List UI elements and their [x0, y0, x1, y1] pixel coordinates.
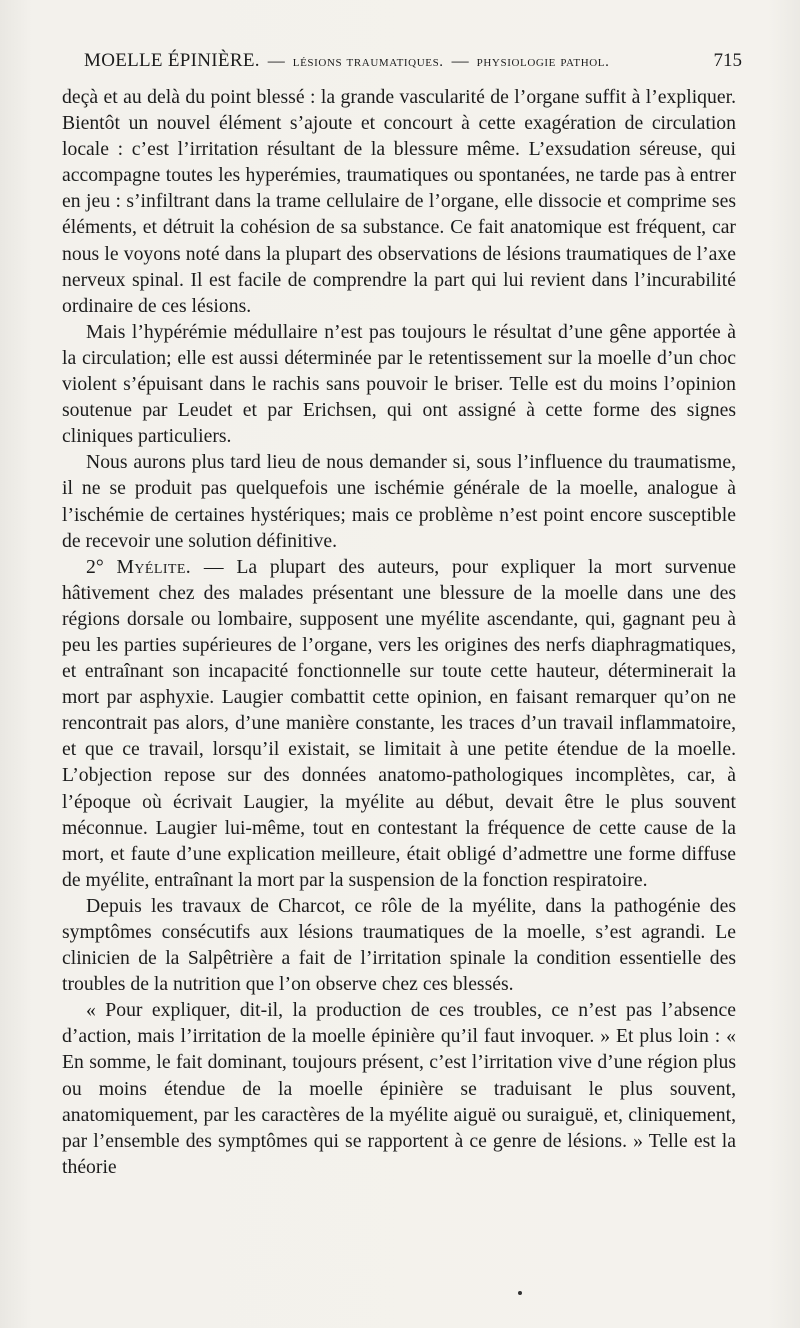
paragraph: Mais l’hypérémie médullaire n’est pas toujours le résultat d’une gêne apportée à la circulation; elle est aussi déterminée par le retentissement sur la moelle d’un choc violent s’épuisant dans le rachis sans pouvoir le briser. Telle est du moins l’opinion soutenue par Leudet et par Erichsen, qui ont assigné à cette forme des signes cliniques particuliers. [62, 320, 736, 448]
section-heading: Myélite. [116, 555, 192, 578]
paragraph-text: — La plupart des auteurs, pour expliquer la mort survenue hâtivement chez des malades présentant une blessure de la moelle dans une des régions dorsale ou lombaire, supposent une myélite ascendante, qui, gagnant peu à peu les parties supérieures de l’organe, vers les origines des nerfs diaphragmatiques, et entraînant son incapacité fonctionnelle sur toute cette hauteur, déterminerait la mort par asphyxie. Laugier combattit cette opinion, en faisant remarquer qu’on ne rencontrait pas alors, d’une manière constante, les traces d’un travail inflammatoire, et que ce travail, lorsqu’il existait, se limitait à une petite étendue de la moelle. L’objection repose sur des données anatomo-pathologiques incomplètes, car, à l’époque où écrivait Laugier, la myélite au début, devait être le plus souvent méconnue. Laugier lui-même, tout en contestant la fréquence de cette cause de la mort, et faute d’une explication meilleure, était obligé d’admettre une forme diffuse de myélite, entraînant la mort par la suspension de la fonction respiratoire. [62, 555, 736, 891]
running-head-dash: — [267, 51, 285, 70]
running-head-subsection: physiologie pathol. [476, 54, 610, 70]
page-number: 715 [713, 50, 742, 71]
paragraph-quote: « Pour expliquer, dit-il, la production de ces troubles, ce n’est pas l’absence d’action, mais l’irritation de la moelle épinière qu’il faut invoquer. » Et plus loin : « En somme, le fait dominant, toujours présent, c’est l’irritation vive d’une région plus ou moins étendue de la moelle épinière se traduisant le plus souvent, anatomiquement, par les caractères de la myélite aiguë ou suraiguë, et, cliniquement, par l’ensemble des symptômes qui se rapportent à ce genre de lésions. » Telle est la théorie [62, 999, 736, 1178]
paragraph: deçà et au delà du point blessé : la grande vascularité de l’organe suffit à l’expliquer. Bientôt un nouvel élément s’ajoute et concourt à cette exagération de circulation locale : c’est l’irritation résultant de la blessure même. L’exsudation séreuse, qui accompagne toutes les hyperémies, traumatiques ou spontanées, ne tarde pas à entrer en jeu : s’infiltrant dans la trame cellulaire de l’organe, elle dissocie et comprime ses éléments, et détruit la cohésion de sa substance. Ce fait anatomique est fréquent, car nous le voyons noté dans la plupart des observations de lésions traumatiques de l’axe nerveux spinal. Il est facile de comprendre la part qui lui revient dans l’incurabilité ordinaire de ces lésions. [62, 86, 736, 317]
running-head-title: MOELLE ÉPINIÈRE. [84, 50, 260, 71]
paper-speck [518, 1291, 522, 1295]
paragraph: Nous aurons plus tard lieu de nous demander si, sous l’influence du traumatisme, il ne se produit pas quelquefois une ischémie générale de la moelle, analogue à l’ischémie de certaines hystériques; mais ce problème n’est point encore susceptible de recevoir une solution définitive. [62, 451, 736, 552]
paragraph-myelite [62, 554, 736, 893]
running-head [62, 50, 742, 80]
section-number: 2° [86, 555, 104, 578]
body-text [62, 84, 736, 1180]
running-head-section: lésions traumatiques. [292, 54, 444, 70]
running-head-dash: — [451, 51, 469, 70]
paragraph: Depuis les travaux de Charcot, ce rôle de la myélite, dans la pathogénie des symptômes consécutifs aux lésions traumatiques de la moelle, s’est agrandi. Le clinicien de la Salpêtrière a fait de l’irritation spinale la condition essentielle des troubles de la nutrition que l’on observe chez ces blessés. [62, 894, 736, 996]
